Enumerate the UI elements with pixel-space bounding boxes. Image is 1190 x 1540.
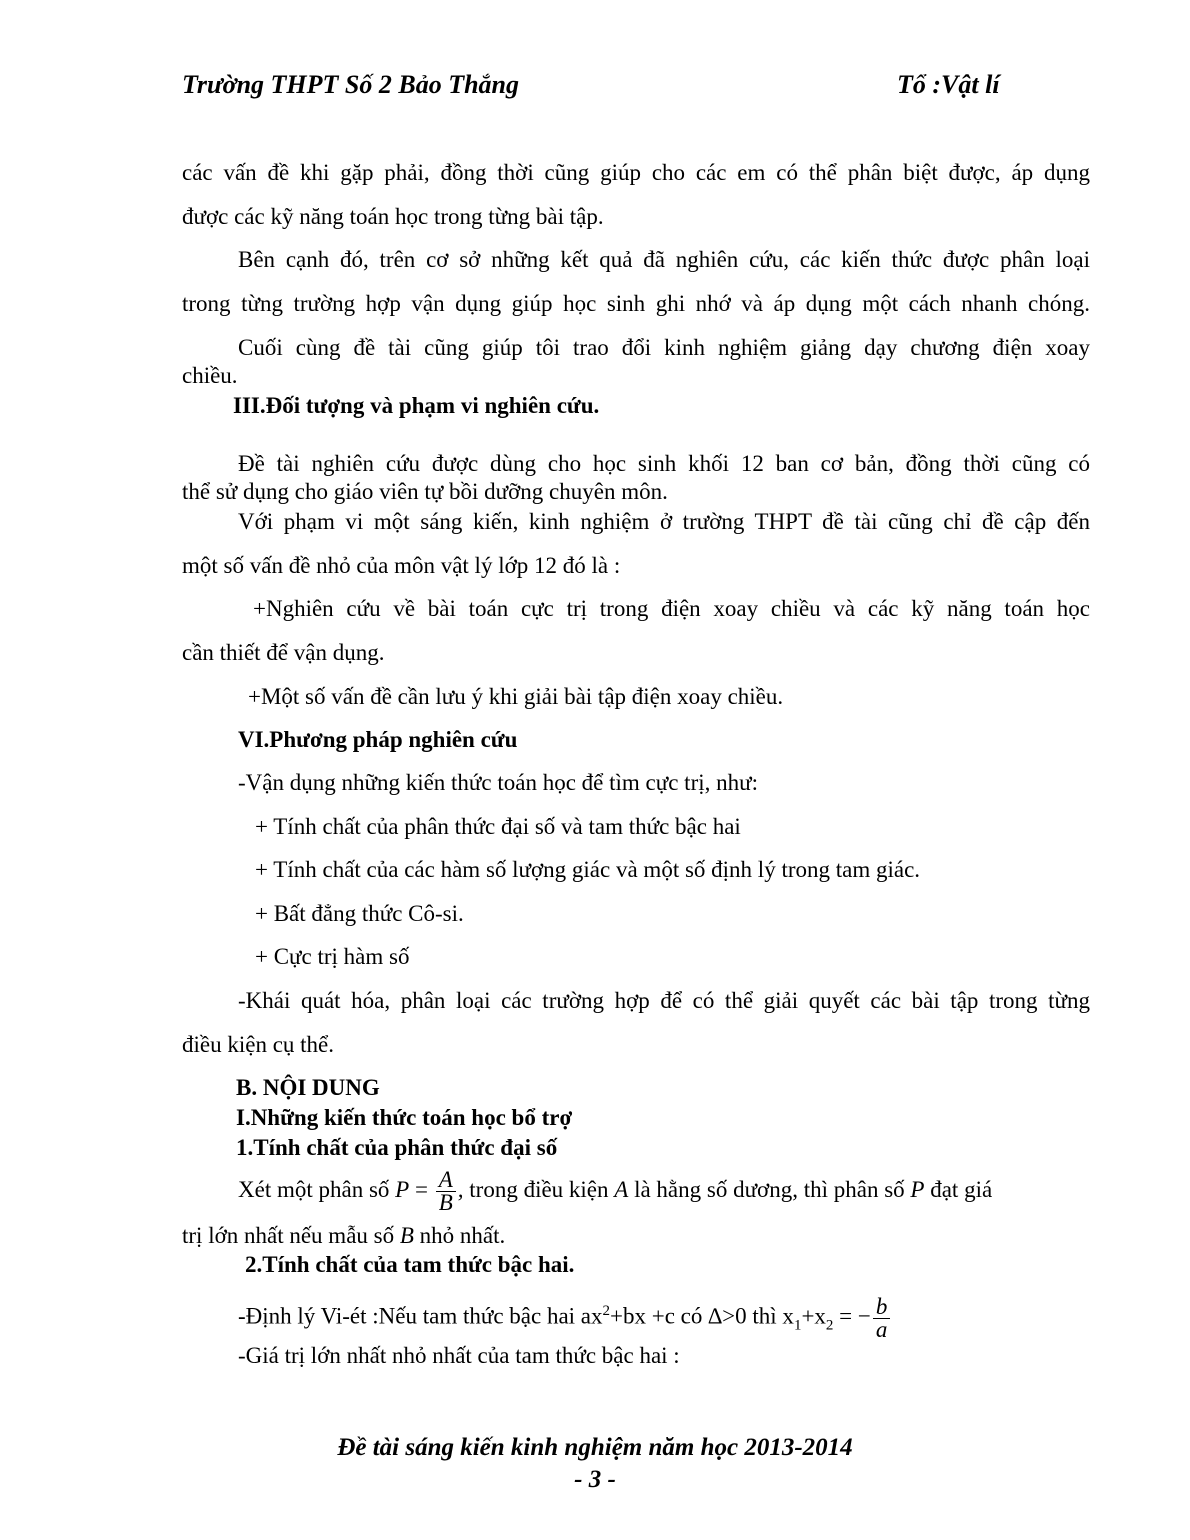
- fraction-text-mid-2: là hằng số dương, thì phân số: [628, 1177, 911, 1202]
- viet-denominator: a: [875, 1316, 888, 1342]
- intro-line-2: được các kỹ năng toán học trong từng bài tập.: [182, 204, 604, 229]
- fraction-text-mid-1: trong điều kiện: [463, 1177, 615, 1202]
- fraction-var-a: A: [614, 1177, 629, 1202]
- list-item: + Tính chất của phân thức đại số và tam thức bậc hai: [255, 814, 741, 839]
- section-3-line-3: Với phạm vi một sáng kiến, kinh nghiệm ở trường THPT đề tài cũng chỉ đề cập đến: [238, 509, 1090, 534]
- section-6-heading: VI.Phương pháp nghiên cứu: [238, 727, 518, 752]
- intro-line-1: các vấn đề khi gặp phải, đồng thời cũng giúp cho các em có thể phân biệt được, áp dụng: [182, 160, 1090, 185]
- section-3-line-4: một số vấn đề nhỏ của môn vật lý lớp 12 đó là :: [182, 553, 621, 578]
- section-3-line-7: +Một số vấn đề cần lưu ý khi giải bài tập điện xoay chiều.: [248, 684, 784, 709]
- section-6-closing-2: điều kiện cụ thể.: [182, 1032, 335, 1057]
- section-3-line-2: thể sử dụng cho giáo viên tự bồi dưỡng chuyên môn.: [182, 479, 668, 504]
- fraction-comma: ,: [457, 1177, 464, 1202]
- fraction-text-mid-3: đạt giá: [924, 1177, 993, 1202]
- viet-text-mid: +bx +c có ∆>0 thì x: [610, 1303, 794, 1329]
- section-3-heading: III.Đối tượng và phạm vi nghiên cứu.: [233, 393, 600, 418]
- viet-fraction: [873, 1293, 891, 1342]
- header-school: Trường THPT Số 2 Bảo Thắng: [182, 70, 519, 99]
- part-b-sub-1: I.Những kiến thức toán học bổ trợ: [236, 1105, 573, 1130]
- part-b-sub-3: 2.Tính chất của tam thức bậc hai.: [245, 1252, 575, 1277]
- fraction-line-2: [182, 1221, 505, 1251]
- viet-subscript-2: 2: [825, 1317, 834, 1334]
- fraction-text-pre: Xét một phân số: [238, 1177, 396, 1202]
- section-3-line-6: cần thiết để vận dụng.: [182, 640, 385, 665]
- viet-text-pre: -Định lý Vi-ét :Nếu tam thức bậc hai ax: [238, 1303, 603, 1329]
- fraction-line-2-pre: trị lớn nhất nếu mẫu số: [182, 1223, 400, 1248]
- section-6-closing-1: -Khái quát hóa, phân loại các trường hợp để có thể giải quyết các bài tập trong từng: [238, 988, 1090, 1013]
- part-b-heading: B. NỘI DUNG: [236, 1075, 380, 1100]
- fraction-line-2-var-b: B: [399, 1223, 414, 1248]
- list-item: + Tính chất của các hàm số lượng giác và một số định lý trong tam giác.: [255, 857, 921, 882]
- viet-plus: +x: [801, 1303, 826, 1329]
- section-3-line-1: Đề tài nghiên cứu được dùng cho học sinh khối 12 ban cơ bản, đồng thời cũng có: [238, 451, 1090, 476]
- viet-numerator: b: [873, 1296, 891, 1319]
- fraction-var-p-2: P: [910, 1177, 925, 1202]
- max-min-line: -Giá trị lớn nhất nhỏ nhất của tam thức bậc hai :: [238, 1343, 680, 1368]
- fraction-var-p: P: [395, 1177, 410, 1202]
- intro-line-4: trong từng trường hợp vận dụng giúp học sinh ghi nhớ và áp dụng một cách nhanh chóng.: [182, 291, 1090, 316]
- page-number: - 3 -: [574, 1466, 616, 1493]
- viet-equals: = −: [833, 1303, 871, 1329]
- viet-superscript: 2: [602, 1303, 610, 1319]
- fraction-a-over-b: [436, 1169, 456, 1214]
- viet-subscript-1: 1: [793, 1317, 802, 1334]
- list-item: + Cực trị hàm số: [255, 944, 410, 969]
- intro-line-5: Cuối cùng đề tài cũng giúp tôi trao đổi kinh nghiệm giảng dạy chương điện xoay: [238, 335, 1090, 360]
- fraction-line-1: [238, 1162, 1090, 1218]
- list-item: + Bất đẳng thức Cô-si.: [255, 901, 464, 926]
- fraction-text-group: [238, 1162, 992, 1218]
- intro-line-3: Bên cạnh đó, trên cơ sở những kết quả đã nghiên cứu, các kiến thức được phân loại: [238, 247, 1090, 272]
- fraction-line-2-post: nhỏ nhất.: [413, 1223, 506, 1248]
- fraction-denominator: B: [438, 1190, 453, 1216]
- header-department: Tổ :Vật lí: [897, 70, 1000, 99]
- section-6-intro: -Vận dụng những kiến thức toán học để tìm cực trị, như:: [238, 770, 758, 795]
- fraction-equals: =: [409, 1177, 434, 1202]
- intro-line-6: chiều.: [182, 363, 238, 388]
- footer-title: Đề tài sáng kiến kinh nghiệm năm học 2013-2014: [337, 1434, 853, 1461]
- part-b-sub-2: 1.Tính chất của phân thức đại số: [236, 1135, 558, 1160]
- viet-theorem-line: [238, 1282, 892, 1340]
- fraction-numerator: A: [436, 1169, 456, 1192]
- section-3-line-5: +Nghiên cứu về bài toán cực trị trong điện xoay chiều và các kỹ năng toán học: [253, 596, 1090, 621]
